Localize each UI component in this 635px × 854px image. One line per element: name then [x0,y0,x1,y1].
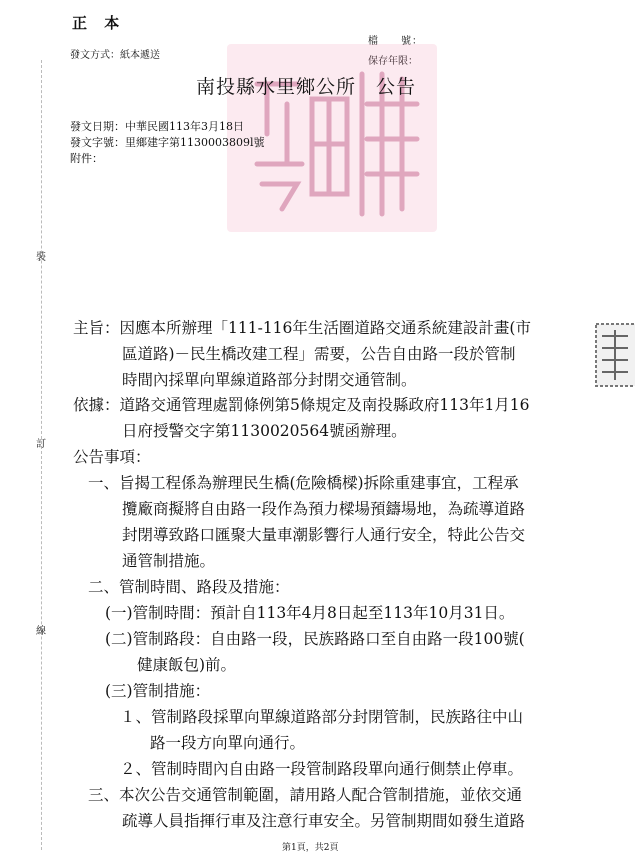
notice-items-heading: 公告事項： [73,448,151,466]
send-method: 發文方式：紙本遞送 [70,50,160,61]
item-1-line-1: 一、旨揭工程係為辦理民生橋(危險橋樑)拆除重建事宜，工程承 [88,474,519,492]
issue-date: 發文日期：中華民國113年3月18日 [70,120,244,133]
item-2-1: (一)管制時間：預計自113年4月8日起至113年10月31日。 [105,604,515,622]
binding-line [41,60,42,850]
subject-line-2: 區道路)－民生橋改建工程」需要，公告自由路一段於管制 [122,345,516,363]
item-2-heading: 二、管制時間、路段及措施： [88,578,290,596]
retention-label: 保存年限： [368,56,418,67]
item-2-2-line-1: (二)管制路段：自由路一段，民族路路口至自由路一段100號( [105,630,525,648]
basis-line-1: 依據：道路交通管理處罰條例第5條規定及南投縣政府113年1月16 [73,396,530,414]
item-3-line-2: 疏導人員指揮行車及注意行車安全。另管制期間如發生道路 [122,812,526,830]
received-stamp [590,318,635,393]
item-3-line-1: 三、本次公告交通管制範圍，請用路人配合管制措施，並依交通 [88,786,523,804]
binding-mark-zhuang: 裝 [36,252,46,263]
item-1-line-3: 封閉導致路口匯聚大量車潮影響行人通行安全，特此公告交 [122,526,526,544]
copy-label: 正 本 [72,14,126,32]
item-2-2-line-2: 健康飯包)前。 [137,656,237,674]
binding-mark-xian: 線 [36,626,46,637]
item-1-line-4: 通管制措施。 [122,552,216,570]
file-number-label: 檔 號： [368,36,423,47]
item-2-3-1-line-2: 路一段方向單向通行。 [150,734,306,752]
subject-line-1: 主旨：因應本所辦理「111-116年生活圈道路交通系統建設計畫(市 [73,319,531,337]
binding-mark-ding: 訂 [36,439,46,450]
item-2-3-heading: (三)管制措施： [105,682,211,700]
item-2-3-1-line-1: １、管制路段採單向單線道路部分封閉管制，民族路往中山 [120,708,524,726]
subject-line-3: 時間內採單向單線道路部分封閉交通管制。 [122,371,417,389]
document-number: 發文字號：里鄉建字第1130003809l號 [70,136,265,149]
item-1-line-2: 攬廠商擬將自由路一段作為預力樑場預鑄場地，為疏導道路 [122,500,526,518]
item-2-3-2: ２、管制時間內自由路一段管制路段單向通行側禁止停車。 [120,760,524,778]
announcement-title: 南投縣水里鄉公所 公告 [196,76,417,98]
page-number: 第1頁，共2頁 [282,843,339,853]
attachment-label: 附件： [70,152,103,165]
basis-line-2: 日府授警交字第1130020564號函辦理。 [122,422,407,440]
